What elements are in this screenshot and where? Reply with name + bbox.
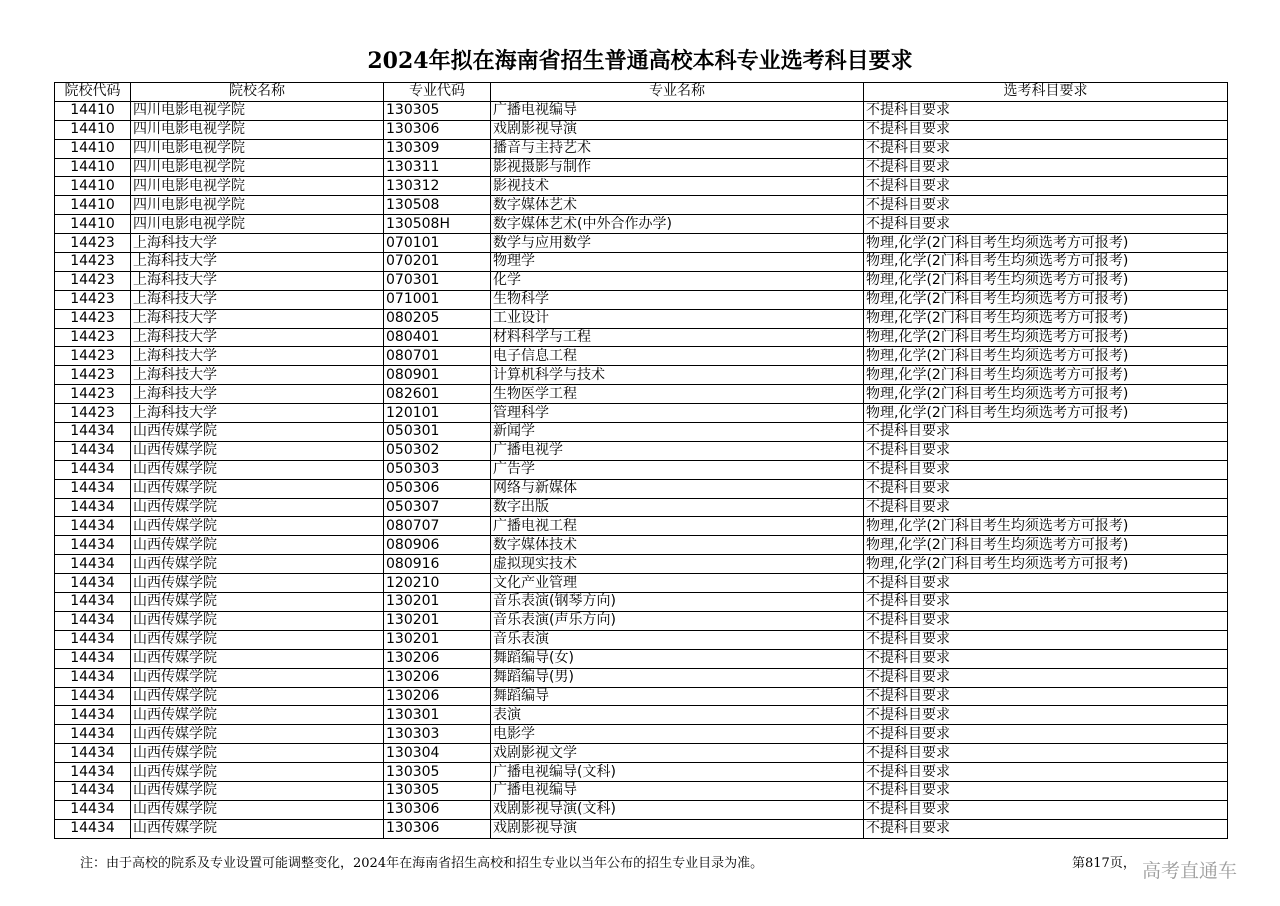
school-code-cell: 14410 bbox=[55, 215, 131, 234]
major-code-cell: 050303 bbox=[384, 460, 491, 479]
requirement-cell: 物理,化学(2门科目考生均须选考方可报考) bbox=[864, 536, 1228, 555]
watermark: 高考直通车 bbox=[1142, 860, 1238, 882]
requirement-cell: 物理,化学(2门科目考生均须选考方可报考) bbox=[864, 366, 1228, 385]
major-name-cell: 音乐表演 bbox=[491, 630, 864, 649]
major-code-cell: 070301 bbox=[384, 271, 491, 290]
table-row bbox=[55, 744, 1228, 763]
major-name-cell: 音乐表演(声乐方向) bbox=[491, 611, 864, 630]
requirement-cell: 不提科目要求 bbox=[864, 668, 1228, 687]
major-name-cell: 计算机科学与技术 bbox=[491, 366, 864, 385]
major-name-cell: 电影学 bbox=[491, 725, 864, 744]
major-name-cell: 新闻学 bbox=[491, 423, 864, 442]
table-header-row bbox=[55, 83, 1228, 102]
major-name-cell: 广播电视编导 bbox=[491, 781, 864, 800]
school-code-cell: 14434 bbox=[55, 725, 131, 744]
table-row bbox=[55, 630, 1228, 649]
school-name-cell: 山西传媒学院 bbox=[131, 517, 384, 536]
school-name-cell: 四川电影电视学院 bbox=[131, 120, 384, 139]
major-code-cell: 130311 bbox=[384, 158, 491, 177]
major-name-cell: 广播电视学 bbox=[491, 441, 864, 460]
major-name-cell: 生物医学工程 bbox=[491, 385, 864, 404]
major-name-cell: 工业设计 bbox=[491, 309, 864, 328]
requirement-cell: 不提科目要求 bbox=[864, 574, 1228, 593]
table-body bbox=[55, 101, 1228, 838]
school-name-cell: 山西传媒学院 bbox=[131, 441, 384, 460]
major-code-cell: 130306 bbox=[384, 120, 491, 139]
school-code-cell: 14423 bbox=[55, 253, 131, 272]
requirement-cell: 物理,化学(2门科目考生均须选考方可报考) bbox=[864, 253, 1228, 272]
major-code-cell: 070201 bbox=[384, 253, 491, 272]
requirement-cell: 不提科目要求 bbox=[864, 781, 1228, 800]
table-row bbox=[55, 706, 1228, 725]
school-code-cell: 14410 bbox=[55, 177, 131, 196]
school-code-cell: 14410 bbox=[55, 196, 131, 215]
table-row bbox=[55, 139, 1228, 158]
major-name-cell: 广播电视编导(文科) bbox=[491, 763, 864, 782]
table-row bbox=[55, 271, 1228, 290]
table-row bbox=[55, 441, 1228, 460]
table-row bbox=[55, 385, 1228, 404]
major-name-cell: 影视技术 bbox=[491, 177, 864, 196]
major-code-cell: 082601 bbox=[384, 385, 491, 404]
table-row bbox=[55, 423, 1228, 442]
school-code-cell: 14434 bbox=[55, 819, 131, 838]
requirement-cell: 不提科目要求 bbox=[864, 177, 1228, 196]
header-school-name: 院校名称 bbox=[131, 83, 384, 102]
school-code-cell: 14410 bbox=[55, 139, 131, 158]
school-code-cell: 14434 bbox=[55, 706, 131, 725]
school-code-cell: 14434 bbox=[55, 781, 131, 800]
major-code-cell: 130508H bbox=[384, 215, 491, 234]
major-code-cell: 130309 bbox=[384, 139, 491, 158]
school-name-cell: 山西传媒学院 bbox=[131, 536, 384, 555]
table-row bbox=[55, 479, 1228, 498]
major-code-cell: 080401 bbox=[384, 328, 491, 347]
school-code-cell: 14434 bbox=[55, 460, 131, 479]
school-name-cell: 上海科技大学 bbox=[131, 366, 384, 385]
school-name-cell: 四川电影电视学院 bbox=[131, 101, 384, 120]
requirement-cell: 不提科目要求 bbox=[864, 139, 1228, 158]
major-name-cell: 影视摄影与制作 bbox=[491, 158, 864, 177]
table-row bbox=[55, 800, 1228, 819]
school-code-cell: 14423 bbox=[55, 328, 131, 347]
table-row bbox=[55, 819, 1228, 838]
major-code-cell: 071001 bbox=[384, 290, 491, 309]
table-row bbox=[55, 460, 1228, 479]
school-code-cell: 14423 bbox=[55, 347, 131, 366]
major-name-cell: 文化产业管理 bbox=[491, 574, 864, 593]
school-code-cell: 14423 bbox=[55, 290, 131, 309]
page-title: 2024年拟在海南省招生普通高校本科专业选考科目要求 bbox=[367, 48, 913, 74]
major-name-cell: 舞蹈编导(男) bbox=[491, 668, 864, 687]
table-row bbox=[55, 574, 1228, 593]
requirement-cell: 不提科目要求 bbox=[864, 649, 1228, 668]
requirement-cell: 物理,化学(2门科目考生均须选考方可报考) bbox=[864, 290, 1228, 309]
school-name-cell: 山西传媒学院 bbox=[131, 763, 384, 782]
table-row bbox=[55, 611, 1228, 630]
table-row bbox=[55, 328, 1228, 347]
major-name-cell: 网络与新媒体 bbox=[491, 479, 864, 498]
requirement-cell: 不提科目要求 bbox=[864, 611, 1228, 630]
major-code-cell: 130303 bbox=[384, 725, 491, 744]
major-code-cell: 050301 bbox=[384, 423, 491, 442]
table-row bbox=[55, 347, 1228, 366]
major-name-cell: 虚拟现实技术 bbox=[491, 555, 864, 574]
major-code-cell: 130201 bbox=[384, 611, 491, 630]
school-name-cell: 四川电影电视学院 bbox=[131, 139, 384, 158]
school-code-cell: 14423 bbox=[55, 366, 131, 385]
header-school-code: 院校代码 bbox=[55, 83, 131, 102]
school-code-cell: 14434 bbox=[55, 668, 131, 687]
major-name-cell: 生物科学 bbox=[491, 290, 864, 309]
table-row bbox=[55, 404, 1228, 423]
major-name-cell: 数字媒体艺术 bbox=[491, 196, 864, 215]
table-row bbox=[55, 196, 1228, 215]
major-code-cell: 130306 bbox=[384, 800, 491, 819]
school-name-cell: 山西传媒学院 bbox=[131, 668, 384, 687]
table-row bbox=[55, 309, 1228, 328]
school-code-cell: 14434 bbox=[55, 479, 131, 498]
table-row bbox=[55, 649, 1228, 668]
major-name-cell: 广播电视编导 bbox=[491, 101, 864, 120]
major-code-cell: 120210 bbox=[384, 574, 491, 593]
requirement-cell: 物理,化学(2门科目考生均须选考方可报考) bbox=[864, 347, 1228, 366]
school-name-cell: 山西传媒学院 bbox=[131, 630, 384, 649]
major-code-cell: 130201 bbox=[384, 593, 491, 612]
major-name-cell: 戏剧影视文学 bbox=[491, 744, 864, 763]
major-name-cell: 数学与应用数学 bbox=[491, 234, 864, 253]
requirement-cell: 物理,化学(2门科目考生均须选考方可报考) bbox=[864, 271, 1228, 290]
school-code-cell: 14410 bbox=[55, 101, 131, 120]
school-name-cell: 上海科技大学 bbox=[131, 271, 384, 290]
requirement-cell: 不提科目要求 bbox=[864, 593, 1228, 612]
page-number: 第817页， bbox=[1072, 856, 1136, 871]
school-name-cell: 四川电影电视学院 bbox=[131, 177, 384, 196]
school-name-cell: 上海科技大学 bbox=[131, 234, 384, 253]
table-row bbox=[55, 498, 1228, 517]
school-name-cell: 山西传媒学院 bbox=[131, 687, 384, 706]
major-name-cell: 戏剧影视导演(文科) bbox=[491, 800, 864, 819]
school-code-cell: 14434 bbox=[55, 517, 131, 536]
requirement-cell: 不提科目要求 bbox=[864, 725, 1228, 744]
table-row bbox=[55, 234, 1228, 253]
requirement-cell: 物理,化学(2门科目考生均须选考方可报考) bbox=[864, 234, 1228, 253]
major-code-cell: 130312 bbox=[384, 177, 491, 196]
major-name-cell: 戏剧影视导演 bbox=[491, 120, 864, 139]
table-row bbox=[55, 668, 1228, 687]
school-name-cell: 山西传媒学院 bbox=[131, 819, 384, 838]
major-code-cell: 080205 bbox=[384, 309, 491, 328]
major-code-cell: 050302 bbox=[384, 441, 491, 460]
major-code-cell: 050306 bbox=[384, 479, 491, 498]
school-name-cell: 山西传媒学院 bbox=[131, 593, 384, 612]
major-name-cell: 管理科学 bbox=[491, 404, 864, 423]
school-name-cell: 上海科技大学 bbox=[131, 404, 384, 423]
school-name-cell: 上海科技大学 bbox=[131, 309, 384, 328]
header-requirement: 选考科目要求 bbox=[864, 83, 1228, 102]
major-code-cell: 130206 bbox=[384, 687, 491, 706]
requirement-cell: 物理,化学(2门科目考生均须选考方可报考) bbox=[864, 328, 1228, 347]
school-name-cell: 山西传媒学院 bbox=[131, 611, 384, 630]
requirement-cell: 不提科目要求 bbox=[864, 423, 1228, 442]
major-code-cell: 130305 bbox=[384, 101, 491, 120]
requirement-cell: 不提科目要求 bbox=[864, 441, 1228, 460]
table-row bbox=[55, 120, 1228, 139]
major-name-cell: 广告学 bbox=[491, 460, 864, 479]
school-name-cell: 四川电影电视学院 bbox=[131, 196, 384, 215]
header-major-code: 专业代码 bbox=[384, 83, 491, 102]
major-name-cell: 电子信息工程 bbox=[491, 347, 864, 366]
school-name-cell: 上海科技大学 bbox=[131, 385, 384, 404]
table-row bbox=[55, 536, 1228, 555]
school-code-cell: 14423 bbox=[55, 309, 131, 328]
school-name-cell: 四川电影电视学院 bbox=[131, 158, 384, 177]
major-code-cell: 130206 bbox=[384, 668, 491, 687]
major-code-cell: 130305 bbox=[384, 763, 491, 782]
school-name-cell: 上海科技大学 bbox=[131, 253, 384, 272]
table-row bbox=[55, 158, 1228, 177]
table-row bbox=[55, 215, 1228, 234]
major-name-cell: 数字媒体艺术(中外合作办学) bbox=[491, 215, 864, 234]
requirement-cell: 不提科目要求 bbox=[864, 706, 1228, 725]
school-name-cell: 上海科技大学 bbox=[131, 290, 384, 309]
major-code-cell: 130306 bbox=[384, 819, 491, 838]
requirement-cell: 不提科目要求 bbox=[864, 819, 1228, 838]
requirement-cell: 不提科目要求 bbox=[864, 196, 1228, 215]
table-row bbox=[55, 101, 1228, 120]
table-row bbox=[55, 517, 1228, 536]
major-name-cell: 数字出版 bbox=[491, 498, 864, 517]
major-code-cell: 130508 bbox=[384, 196, 491, 215]
requirement-cell: 物理,化学(2门科目考生均须选考方可报考) bbox=[864, 385, 1228, 404]
school-name-cell: 山西传媒学院 bbox=[131, 555, 384, 574]
table-row bbox=[55, 687, 1228, 706]
major-code-cell: 050307 bbox=[384, 498, 491, 517]
requirement-cell: 物理,化学(2门科目考生均须选考方可报考) bbox=[864, 517, 1228, 536]
school-code-cell: 14423 bbox=[55, 271, 131, 290]
school-code-cell: 14434 bbox=[55, 423, 131, 442]
school-code-cell: 14434 bbox=[55, 441, 131, 460]
requirement-cell: 不提科目要求 bbox=[864, 101, 1228, 120]
school-name-cell: 山西传媒学院 bbox=[131, 574, 384, 593]
school-code-cell: 14423 bbox=[55, 385, 131, 404]
requirement-cell: 不提科目要求 bbox=[864, 763, 1228, 782]
school-code-cell: 14423 bbox=[55, 404, 131, 423]
requirement-cell: 物理,化学(2门科目考生均须选考方可报考) bbox=[864, 555, 1228, 574]
major-code-cell: 130201 bbox=[384, 630, 491, 649]
school-code-cell: 14410 bbox=[55, 120, 131, 139]
major-code-cell: 130304 bbox=[384, 744, 491, 763]
school-name-cell: 山西传媒学院 bbox=[131, 706, 384, 725]
school-code-cell: 14434 bbox=[55, 763, 131, 782]
table-row bbox=[55, 781, 1228, 800]
requirement-cell: 不提科目要求 bbox=[864, 479, 1228, 498]
major-name-cell: 物理学 bbox=[491, 253, 864, 272]
header-major-name: 专业名称 bbox=[491, 83, 864, 102]
school-name-cell: 山西传媒学院 bbox=[131, 725, 384, 744]
table-row bbox=[55, 725, 1228, 744]
requirement-cell: 不提科目要求 bbox=[864, 158, 1228, 177]
school-name-cell: 山西传媒学院 bbox=[131, 744, 384, 763]
major-name-cell: 化学 bbox=[491, 271, 864, 290]
major-name-cell: 音乐表演(钢琴方向) bbox=[491, 593, 864, 612]
major-name-cell: 舞蹈编导(女) bbox=[491, 649, 864, 668]
school-name-cell: 山西传媒学院 bbox=[131, 800, 384, 819]
major-code-cell: 080906 bbox=[384, 536, 491, 555]
major-name-cell: 戏剧影视导演 bbox=[491, 819, 864, 838]
requirement-cell: 物理,化学(2门科目考生均须选考方可报考) bbox=[864, 404, 1228, 423]
major-name-cell: 表演 bbox=[491, 706, 864, 725]
school-code-cell: 14434 bbox=[55, 649, 131, 668]
school-code-cell: 14434 bbox=[55, 498, 131, 517]
requirement-cell: 不提科目要求 bbox=[864, 744, 1228, 763]
requirement-cell: 不提科目要求 bbox=[864, 687, 1228, 706]
subject-requirements-table bbox=[54, 82, 1228, 839]
school-code-cell: 14434 bbox=[55, 555, 131, 574]
major-code-cell: 080701 bbox=[384, 347, 491, 366]
table-row bbox=[55, 290, 1228, 309]
school-code-cell: 14434 bbox=[55, 744, 131, 763]
requirement-cell: 不提科目要求 bbox=[864, 460, 1228, 479]
requirement-cell: 不提科目要求 bbox=[864, 630, 1228, 649]
table-row bbox=[55, 366, 1228, 385]
school-code-cell: 14410 bbox=[55, 158, 131, 177]
footer-note: 注：由于高校的院系及专业设置可能调整变化，2024年在海南省招生高校和招生专业以当年公布的招生专业目录为准。 bbox=[80, 856, 764, 871]
school-code-cell: 14434 bbox=[55, 630, 131, 649]
major-name-cell: 舞蹈编导 bbox=[491, 687, 864, 706]
school-name-cell: 山西传媒学院 bbox=[131, 781, 384, 800]
school-code-cell: 14434 bbox=[55, 611, 131, 630]
major-name-cell: 播音与主持艺术 bbox=[491, 139, 864, 158]
requirement-cell: 不提科目要求 bbox=[864, 120, 1228, 139]
major-code-cell: 080916 bbox=[384, 555, 491, 574]
major-code-cell: 130301 bbox=[384, 706, 491, 725]
school-code-cell: 14423 bbox=[55, 234, 131, 253]
school-code-cell: 14434 bbox=[55, 593, 131, 612]
major-code-cell: 120101 bbox=[384, 404, 491, 423]
school-name-cell: 上海科技大学 bbox=[131, 328, 384, 347]
major-code-cell: 130305 bbox=[384, 781, 491, 800]
school-code-cell: 14434 bbox=[55, 574, 131, 593]
table-row bbox=[55, 593, 1228, 612]
table-row bbox=[55, 763, 1228, 782]
major-code-cell: 070101 bbox=[384, 234, 491, 253]
school-name-cell: 四川电影电视学院 bbox=[131, 215, 384, 234]
major-code-cell: 080707 bbox=[384, 517, 491, 536]
table-row bbox=[55, 177, 1228, 196]
table-row bbox=[55, 555, 1228, 574]
requirement-cell: 不提科目要求 bbox=[864, 800, 1228, 819]
requirement-cell: 物理,化学(2门科目考生均须选考方可报考) bbox=[864, 309, 1228, 328]
school-name-cell: 山西传媒学院 bbox=[131, 460, 384, 479]
school-name-cell: 山西传媒学院 bbox=[131, 649, 384, 668]
major-code-cell: 080901 bbox=[384, 366, 491, 385]
school-name-cell: 山西传媒学院 bbox=[131, 423, 384, 442]
requirement-cell: 不提科目要求 bbox=[864, 215, 1228, 234]
school-name-cell: 山西传媒学院 bbox=[131, 498, 384, 517]
requirement-cell: 不提科目要求 bbox=[864, 498, 1228, 517]
major-name-cell: 数字媒体技术 bbox=[491, 536, 864, 555]
major-name-cell: 材料科学与工程 bbox=[491, 328, 864, 347]
school-name-cell: 山西传媒学院 bbox=[131, 479, 384, 498]
school-code-cell: 14434 bbox=[55, 536, 131, 555]
major-code-cell: 130206 bbox=[384, 649, 491, 668]
major-name-cell: 广播电视工程 bbox=[491, 517, 864, 536]
school-code-cell: 14434 bbox=[55, 687, 131, 706]
school-name-cell: 上海科技大学 bbox=[131, 347, 384, 366]
school-code-cell: 14434 bbox=[55, 800, 131, 819]
table-row bbox=[55, 253, 1228, 272]
